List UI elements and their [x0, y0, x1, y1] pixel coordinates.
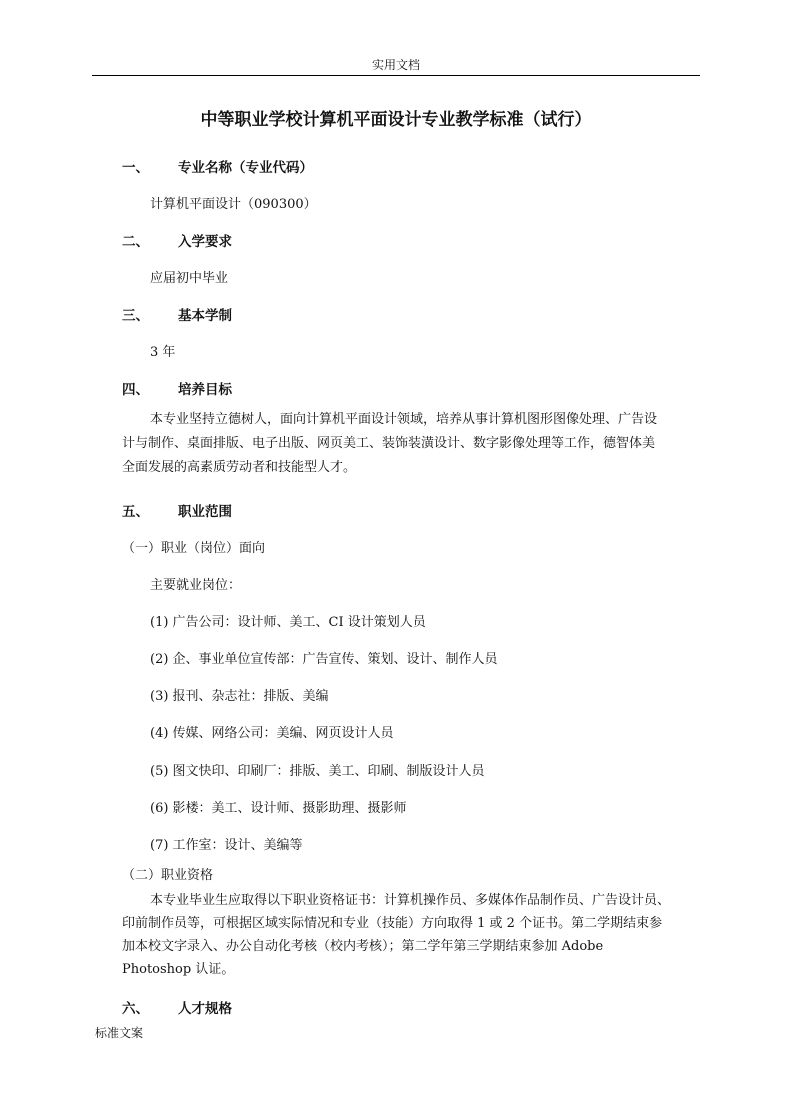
document-title: 中等职业学校计算机平面设计专业教学标准（试行） [200, 110, 592, 130]
list-item: (3) 报刊、杂志社：排版、美编 [150, 689, 329, 704]
section-4-title: 培养目标 [178, 382, 232, 398]
section-1-title: 专业名称（专业代码） [178, 160, 313, 176]
section-2-title: 入学要求 [178, 234, 232, 250]
list-item: (6) 影楼：美工、设计师、摄影助理、摄影师 [150, 801, 407, 816]
section-1-number: 一、 [122, 160, 149, 176]
page-footer: 标准文案 [95, 1026, 144, 1040]
section-2-content: 应届初中毕业 [150, 271, 229, 286]
paragraph-line: 印前制作员等，可根据区域实际情况和专业（技能）方向取得 1 或 2 个证书。第二学期结束参 [122, 916, 663, 931]
header-text: 实用文档 [371, 58, 420, 72]
section-2-number: 二、 [122, 234, 149, 250]
qualification-paragraph [122, 889, 708, 981]
section-1-content: 计算机平面设计（090300） [150, 197, 317, 212]
list-item: (5) 图文快印、印刷厂：排版、美工、印刷、制版设计人员 [150, 764, 485, 779]
list-item: (2) 企、事业单位宣传部：广告宣传、策划、设计、制作人员 [150, 652, 498, 667]
section-6-number: 六、 [122, 1001, 149, 1017]
section-3-number: 三、 [122, 308, 149, 324]
paragraph-line: 全面发展的高素质劳动者和技能型人才。 [122, 460, 357, 475]
subsection-occupation: （一）职业（岗位）面向 [122, 541, 266, 556]
main-posts-label: 主要就业岗位： [150, 578, 242, 593]
paragraph-line: 计与制作、桌面排版、电子出版、网页美工、装饰装潢设计、数字影像处理等工作，德智体美 [122, 436, 656, 451]
paragraph-line: Photoshop 认证。 [122, 962, 235, 977]
section-5-title: 职业范围 [178, 504, 232, 520]
section-4-number: 四、 [122, 382, 149, 398]
section-5-number: 五、 [122, 504, 149, 520]
list-item: (1) 广告公司：设计师、美工、CI 设计策划人员 [150, 615, 426, 630]
paragraph-line: 加本校文字录入、办公自动化考核（校内考核）；第二学年第三学期结束参加 Adobe [122, 939, 604, 954]
list-item: (4) 传媒、网络公司：美编、网页设计人员 [150, 726, 394, 741]
paragraph-line: 本专业毕业生应取得以下职业资格证书：计算机操作员、多媒体作品制作员、广告设计员、 [150, 893, 671, 908]
section-3-title: 基本学制 [178, 308, 232, 324]
training-goal-paragraph [122, 408, 708, 480]
section-3-content: 3 年 [150, 345, 176, 360]
subsection-qualification: （二）职业资格 [122, 868, 214, 883]
section-6-title: 人才规格 [178, 1001, 232, 1017]
paragraph-line: 本专业坚持立德树人，面向计算机平面设计领域，培养从事计算机图形图像处理、广告设 [150, 412, 658, 427]
header-divider [92, 75, 700, 76]
list-item: (7) 工作室：设计、美编等 [150, 838, 303, 853]
